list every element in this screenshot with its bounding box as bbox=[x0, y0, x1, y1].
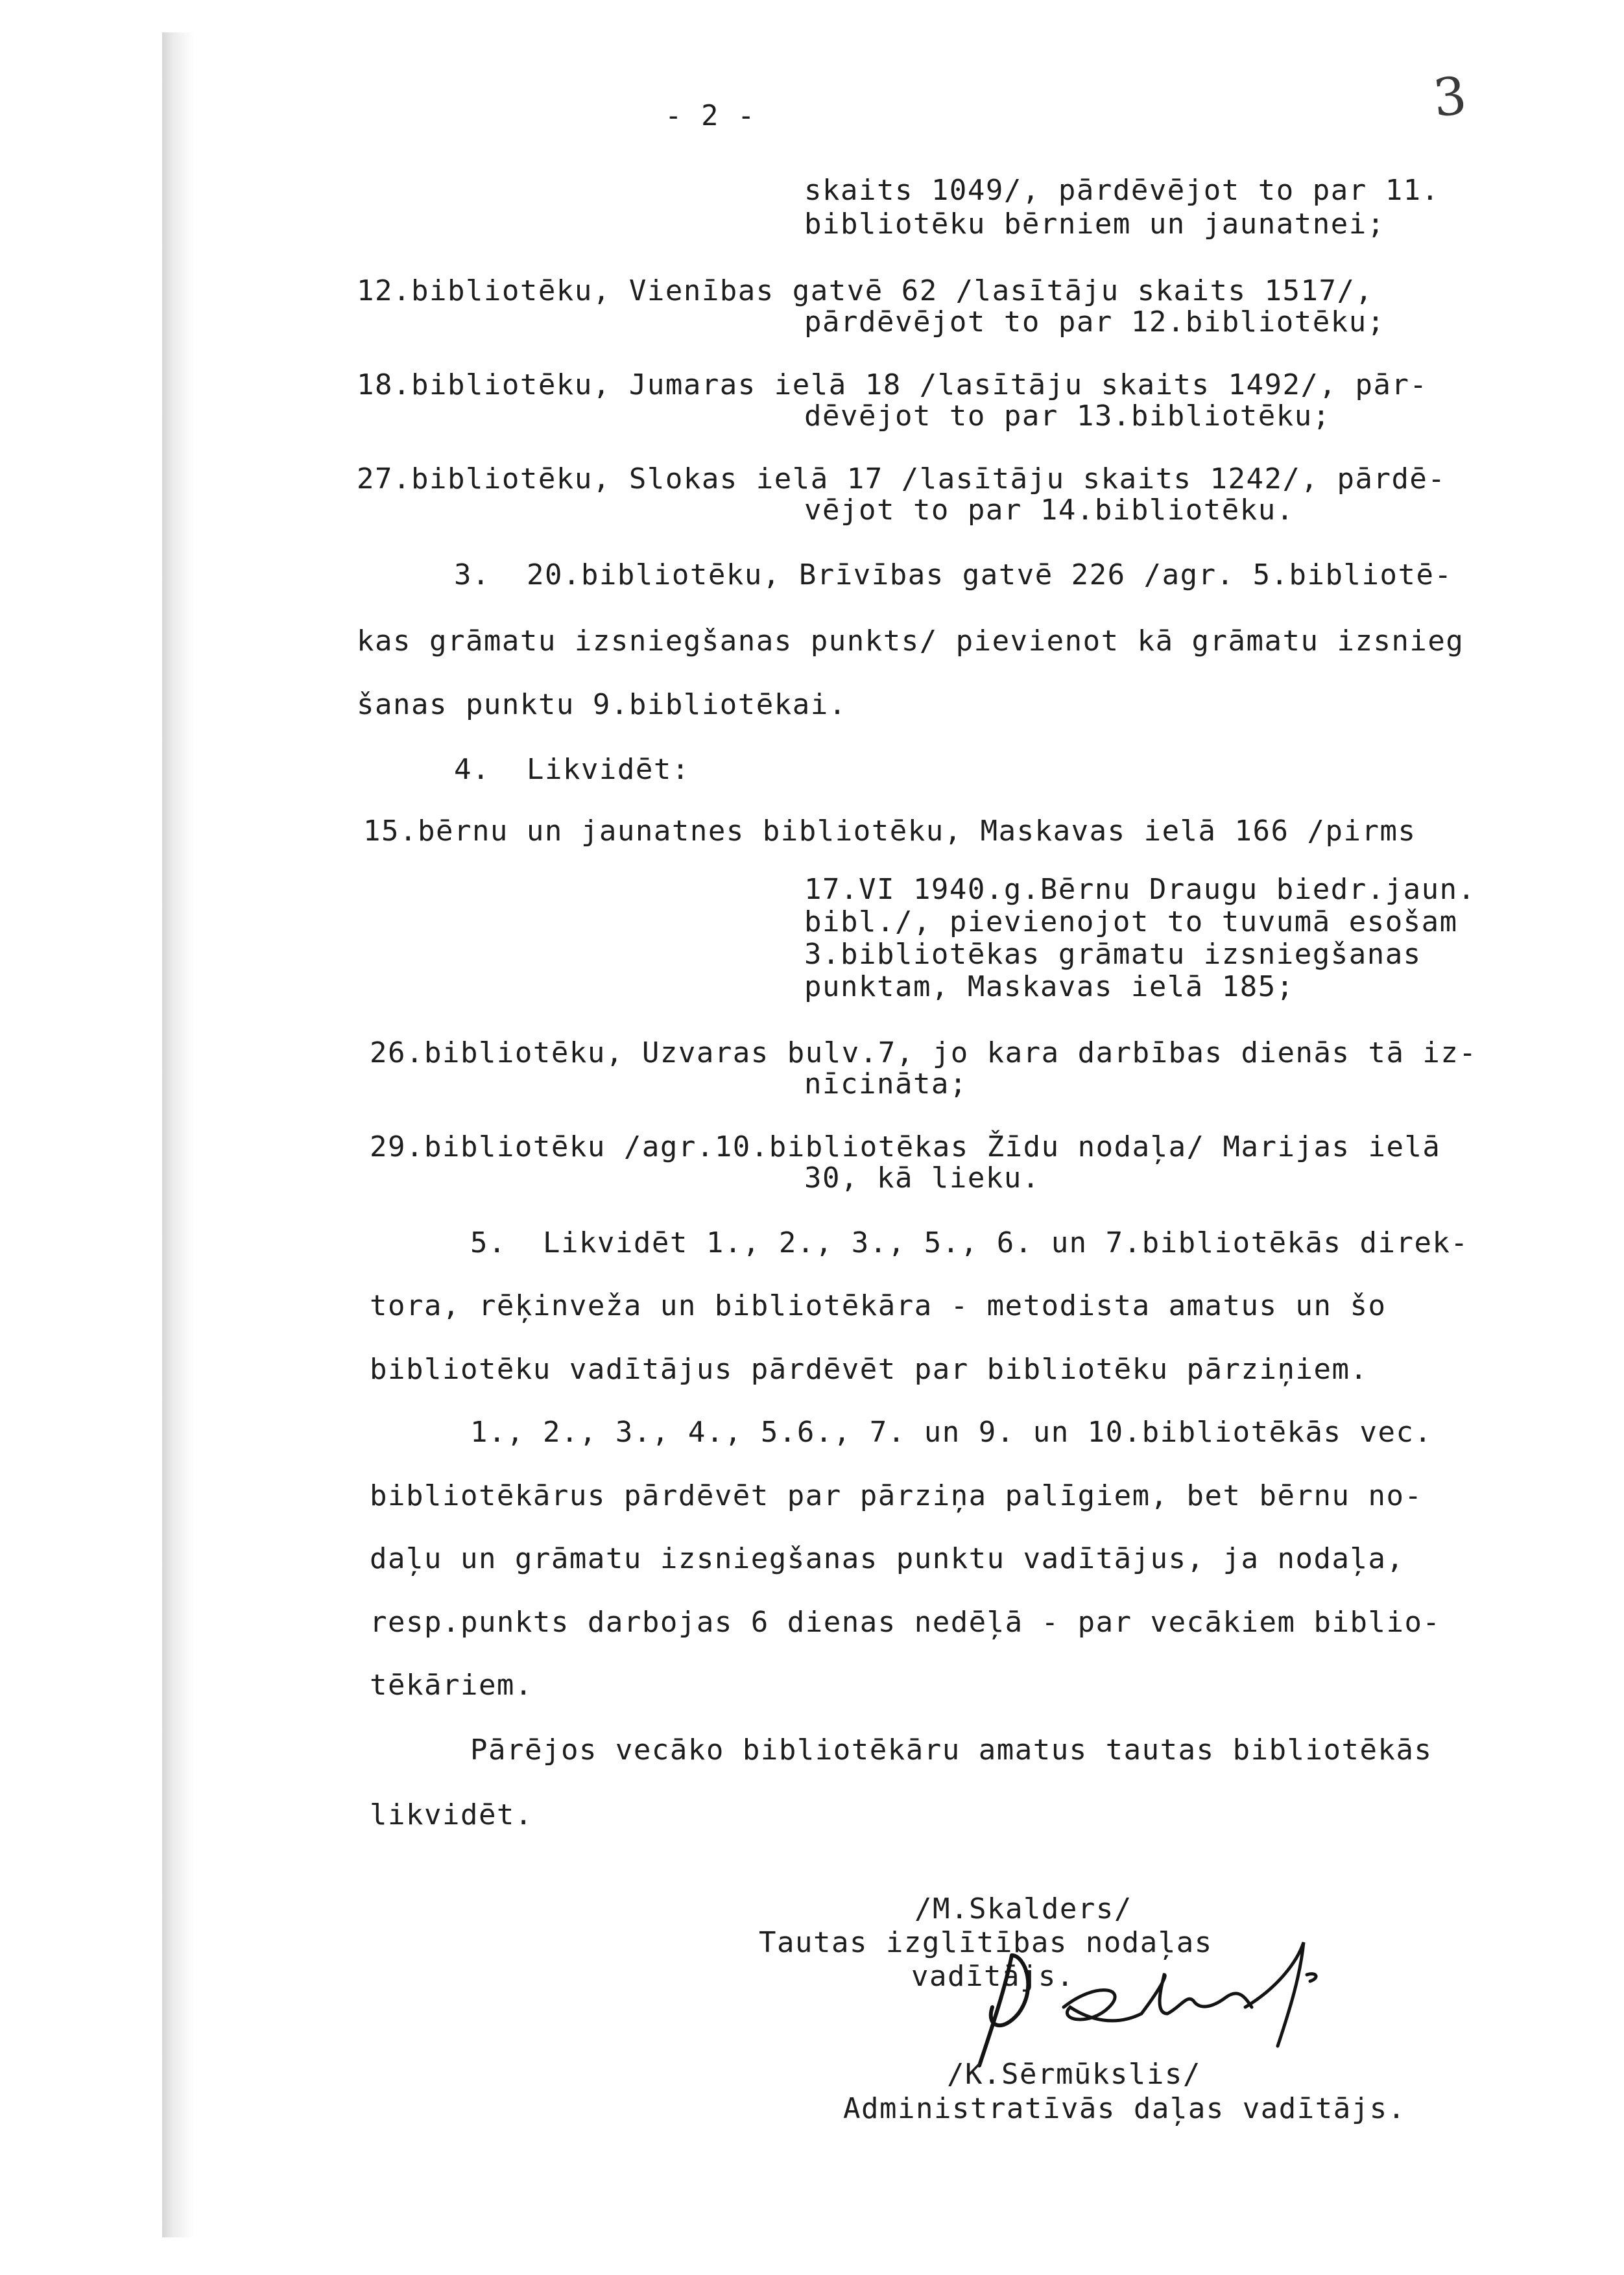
body-line: šanas punktu 9.bibliotēkai. bbox=[357, 688, 847, 721]
body-line: 29.bibliotēku /agr.10.bibliotēkas Žīdu nodaļa/ Marijas ielā bbox=[370, 1130, 1441, 1163]
body-line: 3. 20.bibliotēku, Brīvības gatvē 226 /agr. 5.bibliotē- bbox=[454, 558, 1453, 591]
body-line: kas grāmatu izsniegšanas punkts/ pievienot kā grāmatu izsnieg bbox=[357, 625, 1464, 658]
body-line: 15.bērnu un jaunatnes bibliotēku, Maskavas ielā 166 /pirms bbox=[363, 815, 1416, 848]
signatory-name: /K.Sērmūkslis/ bbox=[947, 2058, 1201, 2091]
signatory-title: Tautas izglītības nodaļas bbox=[759, 1926, 1213, 1959]
body-line: 12.bibliotēku, Vienības gatvē 62 /lasītāju skaits 1517/, bbox=[357, 274, 1374, 307]
handwritten-sheet-number: 3 bbox=[1430, 65, 1470, 129]
page-number: - 2 - bbox=[665, 99, 756, 132]
body-line: Pārējos vecāko bibliotēkāru amatus tautas bibliotēkās bbox=[470, 1733, 1433, 1767]
body-line: vējot to par 14.bibliotēku. bbox=[804, 494, 1295, 527]
body-line: 27.bibliotēku, Slokas ielā 17 /lasītāju skaits 1242/, pārdē- bbox=[357, 462, 1446, 495]
body-line: resp.punkts darbojas 6 dienas nedēļā - par vecākiem biblio- bbox=[370, 1606, 1441, 1639]
body-line: dēvējot to par 13.bibliotēku; bbox=[804, 399, 1331, 433]
body-line: 18.bibliotēku, Jumaras ielā 18 /lasītāju skaits 1492/, pār- bbox=[357, 368, 1428, 401]
body-line: bibl./, pievienojot to tuvumā esošam bbox=[804, 905, 1458, 938]
body-line: likvidēt. bbox=[370, 1798, 533, 1831]
body-line: bibliotēku bērniem un jaunatnei; bbox=[804, 208, 1385, 241]
scan-edge-shadow bbox=[162, 32, 195, 2237]
body-line: pārdēvējot to par 12.bibliotēku; bbox=[804, 305, 1385, 339]
body-line: 17.VI 1940.g.Bērnu Draugu biedr.jaun. bbox=[804, 873, 1476, 906]
signatory-title: Administratīvās daļas vadītājs. bbox=[843, 2092, 1406, 2125]
body-line: 3.bibliotēkas grāmatu izsniegšanas bbox=[804, 938, 1422, 971]
signatory-title: vadītājs. bbox=[911, 1960, 1075, 1993]
body-line: 1., 2., 3., 4., 5.6., 7. un 9. un 10.bibliotēkās vec. bbox=[470, 1416, 1433, 1449]
body-line: punktam, Maskavas ielā 185; bbox=[804, 970, 1295, 1003]
body-line: nīcināta; bbox=[804, 1067, 968, 1101]
signatory-name: /M.Skalders/ bbox=[914, 1892, 1132, 1925]
body-line: bibliotēku vadītājus pārdēvēt par bibliotēku pārziņiem. bbox=[370, 1353, 1368, 1386]
body-line: daļu un grāmatu izsniegšanas punktu vadītājus, ja nodaļa, bbox=[370, 1542, 1405, 1575]
body-line: 4. Likvidēt: bbox=[454, 753, 690, 786]
body-line: tora, rēķinveža un bibliotēkāra - metodista amatus un šo bbox=[370, 1289, 1387, 1322]
body-line: skaits 1049/, pārdēvējot to par 11. bbox=[804, 174, 1440, 207]
body-line: 26.bibliotēku, Uzvaras bulv.7, jo kara darbības dienās tā iz- bbox=[370, 1036, 1477, 1069]
body-line: tēkāriem. bbox=[370, 1669, 533, 1702]
body-line: 5. Likvidēt 1., 2., 3., 5., 6. un 7.bibliotēkās direk- bbox=[470, 1226, 1469, 1259]
body-line: 30, kā lieku. bbox=[804, 1161, 1040, 1195]
body-line: bibliotēkārus pārdēvēt par pārziņa palīgiem, bet bērnu no- bbox=[370, 1479, 1423, 1512]
